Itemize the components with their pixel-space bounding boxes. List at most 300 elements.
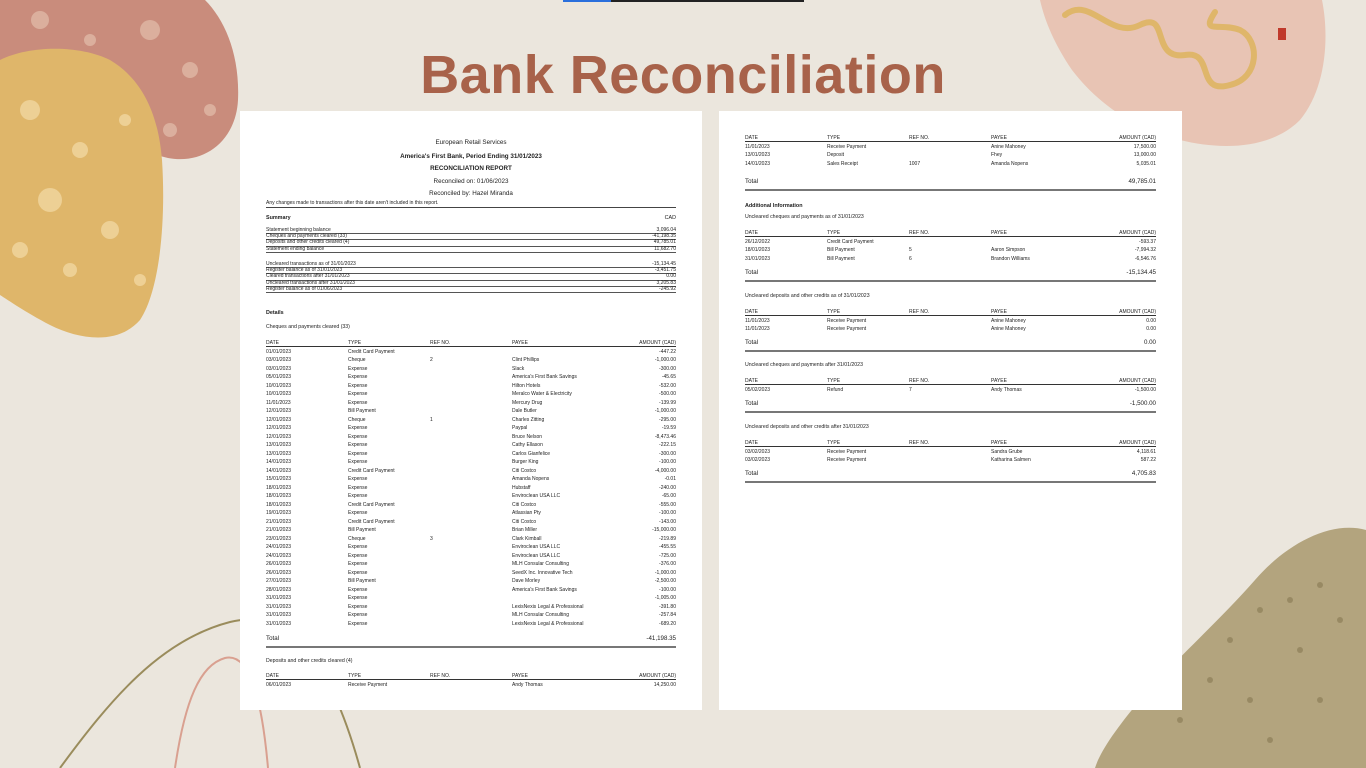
table-row [266,364,676,373]
table-row [266,577,676,586]
date-cell: 26/01/2023 [266,569,292,576]
amount-cell: -19.59 [661,425,676,431]
payee-cell: Clint Phillips [512,357,540,363]
type-cell: Expense [348,425,368,431]
additional-section-table [745,307,1156,333]
amount-cell: -100.00 [659,459,676,465]
date-cell: 23/01/2023 [266,535,292,542]
type-header: TYPE [827,134,841,141]
payee-header: PAYEE [991,134,1007,141]
table-row [266,680,676,689]
date-cell: 12/01/2023 [266,433,292,440]
payee-cell: LexisNexis Legal & Professional [512,603,584,610]
amount-cell: -300.00 [659,365,676,372]
date-cell: 31/01/2023 [266,603,292,610]
date-cell: 11/01/2023 [745,317,770,324]
total-label: Total [745,339,759,346]
date-cell: 05/01/2023 [266,374,292,380]
amount-cell: -376.00 [659,561,676,567]
date-cell: 14/01/2023 [745,160,771,167]
type-cell: Expense [348,544,368,550]
date-cell: 18/01/2023 [266,493,292,499]
type-cell: Bill Payment [827,255,855,262]
payee-header: PAYEE [991,229,1007,236]
amount-cell: -257.84 [659,612,676,618]
cheques-table [266,338,676,628]
notice-text: Any changes made to transactions after this date aren't included in this report. [266,200,676,208]
type-header: TYPE [827,308,841,315]
type-cell: Deposit [827,152,844,158]
payee-cell: Brian Miller [512,527,538,533]
date-header: DATE [745,134,758,141]
date-header: DATE [745,308,758,315]
payee-cell: Citi Costco [512,467,537,474]
amount-cell: -7,994.32 [1134,247,1156,253]
amount-cell: -240.00 [659,484,676,491]
amount-cell: -1,500.00 [1134,386,1156,393]
payee-cell: Hubstaff [512,484,531,491]
ref-no-header: REF NO. [430,672,451,679]
payee-cell: Brandon Williams [991,255,1030,262]
table-row [266,526,676,535]
ref-no-header: REF NO. [909,439,930,446]
table-row [266,432,676,441]
payee-cell: Anine Mahoney [991,317,1026,324]
table-row [266,534,676,543]
table-row [266,398,676,407]
type-cell: Expense [348,595,368,601]
top-accent-blue [563,0,611,2]
summary-label: Cleared transactions after 31/01/2023 [266,273,350,280]
amount-cell: -391.80 [659,603,676,610]
cheques-total-value: -41,198.35 [646,635,676,642]
payee-cell: Burger King [512,459,539,465]
summary-row [266,286,676,293]
amount-header: AMOUNT (CAD) [1119,134,1156,141]
amount-cell: -689.20 [659,620,676,627]
payee-cell: Slack [512,365,525,372]
payee-cell: Sandra Grube [991,448,1023,455]
date-cell: 03/02/2023 [745,457,771,463]
type-cell: Expense [348,612,368,618]
amount-cell: -65.00 [661,493,676,499]
deposits-total-row [745,177,1156,191]
deposits-table-right [745,133,1156,168]
summary-value: -3,451.75 [654,267,676,274]
summary-label: Uncleared transactions after 31/01/2023 [266,279,355,286]
type-cell: Expense [348,459,368,465]
payee-cell: Enviroclean USA LLC [512,552,561,559]
ref-no-cell: 3 [430,535,433,542]
date-cell: 18/01/2023 [745,247,771,253]
type-cell: Receive Payment [827,326,867,332]
date-cell: 31/01/2023 [266,612,292,618]
table-row [266,483,676,492]
date-cell: 03/01/2023 [266,357,292,363]
additional-section-total-value: 4,705.83 [1131,470,1156,477]
ref-no-header: REF NO. [909,377,930,384]
amount-cell: 5,035.01 [1136,160,1156,167]
amount-cell: -725.00 [659,552,676,559]
type-header: TYPE [827,229,841,236]
type-cell: Cheque [348,535,366,542]
ref-no-cell: 6 [909,255,912,262]
additional-section-title: Uncleared deposits and other credits after 31/01/2023 [745,424,869,430]
table-header [745,438,1156,447]
date-cell: 12/01/2023 [266,408,292,414]
amount-cell: -455.55 [659,544,676,550]
additional-section-total-value: -15,134.45 [1126,268,1156,276]
date-cell: 03/02/2023 [745,448,771,455]
total-label: Total [745,470,759,477]
deposits-cleared-title: Deposits and other credits cleared (4) [266,658,353,664]
payee-cell: Enviroclean USA LLC [512,493,561,499]
type-cell: Credit Card Payment [348,501,395,508]
type-cell: Cheque [348,357,366,363]
type-cell: Receive Payment [827,457,867,463]
additional-section-title: Uncleared cheques and payments after 31/01/2023 [745,362,863,368]
summary-value: -245.92 [659,285,676,292]
type-cell: Expense [348,399,368,406]
payee-cell: Anine Mahoney [991,143,1026,150]
date-cell: 15/01/2023 [266,476,292,482]
payee-cell: Katharina Salmen [991,457,1031,463]
summary-title: Summary [266,215,291,221]
type-cell: Expense [348,365,368,372]
date-cell: 14/01/2023 [266,459,292,465]
amount-cell: -8,473.46 [654,433,676,440]
amount-cell: -2,500.00 [654,578,676,584]
date-header: DATE [266,672,279,679]
additional-section-table [745,228,1156,263]
table-row [745,325,1156,334]
date-cell: 12/01/2023 [266,416,292,423]
type-header: TYPE [827,439,841,446]
date-cell: 14/01/2023 [266,467,292,474]
payee-header: PAYEE [991,377,1007,384]
amount-cell: -593.37 [1139,238,1156,245]
payee-cell: Fhey [991,152,1003,158]
reconciled-on: Reconciled on: 01/06/2023 [433,178,509,185]
amount-cell: -0.01 [664,476,676,482]
table-row [745,237,1156,246]
type-cell: Bill Payment [348,408,376,414]
amount-cell: -1,000.00 [654,408,676,414]
type-cell: Expense [348,569,368,576]
table-row [266,619,676,628]
table-row [266,500,676,509]
table-row [745,159,1156,168]
additional-section-table [745,438,1156,464]
date-cell: 11/01/2023 [745,143,770,150]
type-cell: Receive Payment [348,681,388,688]
company-name: European Retail Services [435,139,507,146]
type-cell: Expense [348,374,368,380]
table-header [745,228,1156,237]
table-row [266,602,676,611]
date-cell: 24/01/2023 [266,544,292,550]
date-cell: 26/01/2023 [266,561,292,567]
amount-header: AMOUNT (CAD) [1119,377,1156,384]
amount-cell: 13,000.00 [1133,152,1156,158]
table-row [266,415,676,424]
payee-cell: Citi Costco [512,501,537,508]
top-accent-dark [611,0,804,2]
report-page-left [240,111,702,710]
table-row [745,385,1156,394]
summary-value: 11,682.70 [654,245,676,252]
ref-no-cell: 1007 [909,160,921,167]
date-cell: 13/01/2023 [266,450,292,457]
type-cell: Bill Payment [827,247,855,253]
summary-label: Cheques and payments cleared (33) [266,233,347,240]
type-cell: Receive Payment [827,448,867,455]
payee-header: PAYEE [991,439,1007,446]
type-cell: Expense [348,433,368,440]
table-row [266,585,676,594]
table-row [745,456,1156,465]
report-page-right [719,111,1182,710]
additional-section-title: Uncleared deposits and other credits as of 31/01/2023 [745,293,870,299]
summary-value: -41,198.35 [652,233,676,240]
amount-cell: 587.22 [1140,457,1156,463]
ref-no-header: REF NO. [909,229,930,236]
date-header: DATE [745,229,758,236]
amount-cell: -15,000.00 [652,527,676,533]
type-cell: Expense [348,450,368,457]
ref-no-cell: 2 [430,357,433,363]
payee-header: PAYEE [512,339,528,346]
table-row [266,441,676,450]
summary-value: -15,134.45 [652,261,676,267]
amount-cell: -219.89 [659,535,676,542]
payee-header: PAYEE [991,308,1007,315]
payee-cell: SeedX Inc. Innovative Tech [512,569,573,576]
table-row [745,316,1156,325]
table-row [266,449,676,458]
table-row [745,142,1156,151]
additional-section-total-row [745,399,1156,413]
summary-value: 3,096.04 [656,227,676,233]
payee-cell: Amanda Nopens [991,160,1029,167]
amount-cell: 4,118.61 [1136,448,1156,455]
summary-currency: CAD [664,215,676,221]
payee-cell: MLH Consular Consulting [512,612,569,618]
table-header [266,338,676,347]
report-name: RECONCILIATION REPORT [430,165,512,172]
type-cell: Credit Card Payment [348,467,395,474]
total-label: Total [745,399,759,407]
amount-cell: -222.15 [659,442,676,448]
amount-cell: 0.00 [1146,326,1156,332]
type-cell: Expense [348,382,368,389]
payee-cell: Cathy Ellason [512,442,543,448]
additional-section-total-value: 0.00 [1143,339,1156,346]
payee-header: PAYEE [512,672,528,679]
type-cell: Expense [348,603,368,610]
payee-cell: Meralco Water & Electricity [512,391,572,397]
date-cell: 12/01/2023 [266,425,292,431]
table-row [266,466,676,475]
table-row [266,381,676,390]
table-row [266,611,676,620]
payee-cell: Paypal [512,425,528,431]
type-cell: Expense [348,510,368,516]
additional-section-total-row [745,469,1156,483]
table-row [266,509,676,518]
date-cell: 27/01/2023 [266,578,292,584]
amount-cell: -4,000.00 [654,467,676,474]
ref-no-cell: 7 [909,386,912,393]
date-cell: 21/01/2023 [266,527,292,533]
table-header [745,307,1156,316]
summary-label: Statement ending balance [266,245,325,252]
table-row [266,390,676,399]
ref-no-header: REF NO. [909,308,930,315]
date-cell: 18/01/2023 [266,501,292,508]
date-cell: 19/01/2023 [266,510,292,516]
amount-cell: -143.00 [659,518,676,525]
payee-cell: Dale Butler [512,408,537,414]
red-accent-square [1278,28,1286,40]
payee-cell: Carlos Gianfelice [512,450,551,457]
amount-header: AMOUNT (CAD) [1119,229,1156,236]
date-cell: 26/12/2022 [745,238,771,245]
summary-value: 3,205.83 [656,279,676,286]
payee-cell: Dave Morley [512,578,541,584]
amount-header: AMOUNT (CAD) [1119,439,1156,446]
additional-info-title: Additional Information [745,203,803,209]
table-header [745,133,1156,142]
bank-period: America's First Bank, Period Ending 31/01/2023 [400,153,542,160]
ref-no-header: REF NO. [909,134,930,141]
payee-cell: Charles Zitting [512,416,545,423]
date-header: DATE [266,339,279,346]
table-row [266,475,676,484]
ref-no-cell: 1 [430,416,433,423]
amount-cell: -447.22 [659,348,676,355]
table-header [266,671,676,680]
summary-label: Uncleared transactions as of 31/01/2023 [266,261,356,267]
date-cell: 11/01/2023 [266,399,291,406]
table-row [266,568,676,577]
date-cell: 24/01/2023 [266,552,292,559]
type-cell: Expense [348,552,368,559]
type-cell: Sales Receipt [827,160,858,167]
table-row [266,373,676,382]
table-row [266,347,676,356]
payee-cell: Anine Mahoney [991,326,1026,332]
table-row [266,551,676,560]
additional-section-total-value: -1,500.00 [1129,399,1156,407]
summary-label: Register balance as of 01/06/2023 [266,285,343,292]
payee-cell: Andy Thomas [991,386,1022,393]
additional-section-total-row [745,338,1156,352]
amount-cell: -500.00 [659,391,676,397]
amount-cell: -100.00 [659,586,676,593]
table-row [745,447,1156,456]
payee-cell: America's First Bank Savings [512,586,577,593]
type-cell: Bill Payment [348,527,376,533]
table-row [266,543,676,552]
amount-cell: -300.00 [659,450,676,457]
deposits-table-left [266,671,676,689]
type-header: TYPE [827,377,841,384]
amount-cell: -45.65 [661,374,676,380]
type-cell: Expense [348,561,368,567]
amount-cell: -139.99 [659,399,676,406]
type-cell: Credit Card Payment [348,348,395,355]
amount-header: AMOUNT (CAD) [639,339,676,346]
amount-cell: 17,500.00 [1133,143,1156,150]
date-cell: 06/01/2023 [266,681,292,688]
amount-cell: -1,000.00 [654,357,676,363]
date-cell: 13/01/2023 [266,442,292,448]
payee-cell: Atlassian Pty [512,510,541,516]
date-cell: 31/01/2023 [266,620,292,627]
type-cell: Expense [348,620,368,627]
date-cell: 21/01/2023 [266,518,292,525]
table-row [266,458,676,467]
amount-cell: -1,005.00 [654,595,676,601]
cheques-cleared-title: Cheques and payments cleared (33) [266,324,350,330]
type-cell: Receive Payment [827,317,867,324]
reconciled-by: Reconciled by: Hazel Miranda [429,190,513,197]
amount-cell: -555.00 [659,501,676,508]
type-cell: Credit Card Payment [348,518,395,525]
table-row [266,560,676,569]
payee-cell: LexisNexis Legal & Professional [512,620,584,627]
summary-label: Deposits and other credits cleared (4) [266,239,350,246]
date-header: DATE [745,439,758,446]
table-row [266,594,676,603]
type-header: TYPE [348,672,362,679]
type-cell: Expense [348,476,368,482]
details-title: Details [266,310,284,316]
amount-cell: 14,250.00 [653,681,676,688]
type-header: TYPE [348,339,362,346]
type-cell: Cheque [348,416,366,423]
date-cell: 11/01/2023 [745,326,770,332]
payee-cell: America's First Bank Savings [512,374,577,380]
amount-cell: 0.00 [1146,317,1156,324]
summary-value: 49,785.01 [653,239,676,246]
additional-section-table [745,376,1156,394]
summary-label: Register balance as of 31/01/2023 [266,267,343,274]
date-cell: 10/01/2023 [266,382,292,389]
date-cell: 03/01/2023 [266,365,292,372]
type-cell: Refund [827,386,844,393]
type-cell: Expense [348,442,368,448]
type-cell: Expense [348,493,368,499]
slide-title: Bank Reconciliation [420,45,946,105]
payee-cell: Amanda Nopens [512,476,550,482]
table-row [266,492,676,501]
summary-row [266,246,676,253]
payee-cell: Hilton Hotels [512,382,541,389]
deposits-total-value: 49,785.01 [1128,178,1156,185]
type-cell: Expense [348,391,368,397]
table-row [266,356,676,365]
date-cell: 28/01/2023 [266,586,292,593]
date-cell: 10/01/2023 [266,391,292,397]
type-cell: Receive Payment [827,143,867,150]
payee-cell: Citi Costco [512,518,537,525]
additional-section-total-row [745,268,1156,282]
date-cell: 13/01/2023 [745,152,771,158]
summary-value: 0.00 [666,273,676,280]
amount-cell: -1,000.00 [654,569,676,576]
